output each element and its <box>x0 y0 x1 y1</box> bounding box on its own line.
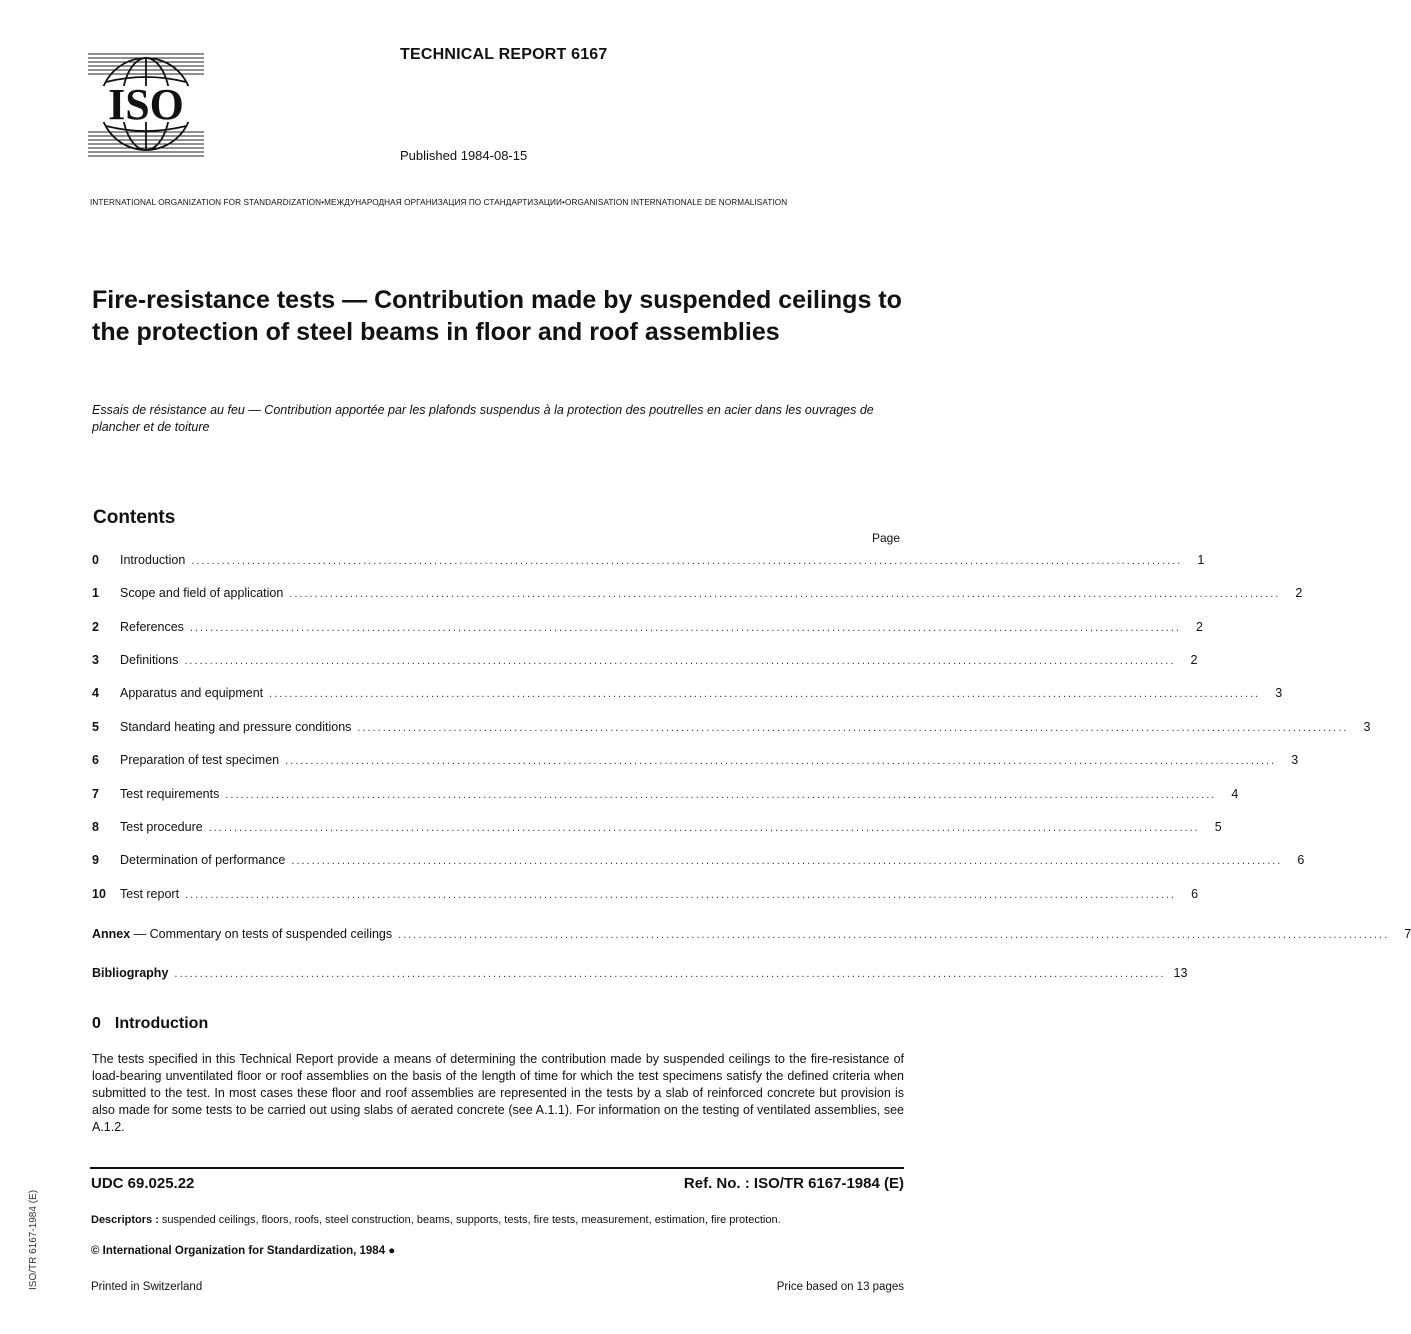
toc-page: 2 <box>1196 620 1203 634</box>
toc-page: 7 <box>1404 927 1411 941</box>
reference-number: Ref. No. : ISO/TR 6167-1984 (E) <box>683 1175 904 1192</box>
toc-page: 5 <box>1214 820 1222 834</box>
french-title: Essais de résistance au feu — Contribution apportée par les plafonds suspendus à la protection des poutrelles en acier dans les ouvrages de plancher et de toiture <box>92 403 874 434</box>
toc-leader: .................................................................................................................................................................................................... <box>225 789 1217 801</box>
page-column-label: Page <box>872 531 901 545</box>
toc-number: 4 <box>92 686 99 700</box>
toc-label: Definitions <box>120 653 179 667</box>
toc-number: 8 <box>92 820 99 834</box>
document-title: Fire-resistance tests — Contribution made by suspended ceilings to the protection of steel beams in floor and roof assemblies <box>92 286 902 346</box>
toc-annex-entry[interactable] <box>92 927 1411 947</box>
toc-page: 3 <box>1363 720 1371 734</box>
toc-leader: .................................................................................................................................................................................................... <box>357 722 1349 734</box>
toc-number: 6 <box>92 753 99 767</box>
toc-page: 4 <box>1231 787 1239 801</box>
organization-line: INTERNATIONAL ORGANIZATION FOR STANDARDIZATION•МЕЖДУНАРОДНАЯ ОРГАНИЗАЦИЯ ПО СТАНДАРТИЗАЦИИ•ORGANISATION INTERNATIONALE DE NORMALISATION <box>90 198 788 207</box>
toc-entry[interactable] <box>92 887 1199 907</box>
introduction-body: The tests specified in this Technical Report provide a means of determining the contribution made by suspended ceilings to the fire-resistance of load-bearing unventilated floor or roof assemblies on the basis of the length of time for which the test specimens satisfy the defined criteria when submitted to the test. In most cases these floor and roof assemblies are represented in the tests by a slab of reinforced concrete but provision is also made for some tests to be carried out using slabs of aerated concrete (see A.1.1). For information on the testing of ventilated assemblies, see A.1.2. <box>92 1052 904 1134</box>
toc-entry[interactable] <box>92 853 1305 873</box>
toc-page: 2 <box>1295 586 1303 600</box>
copyright-notice: © International Organization for Standardization, 1984 ● <box>91 1245 396 1257</box>
introduction-heading <box>92 1015 222 1033</box>
descriptors-label: Descriptors : <box>91 1214 159 1226</box>
introduction-title: Introduction <box>114 1015 209 1032</box>
contents-heading: Contents <box>93 507 176 528</box>
toc-number: 2 <box>92 620 99 634</box>
toc-leader: .................................................................................................................................................................................................... <box>398 929 1390 941</box>
published-date: Published 1984-08-15 <box>400 148 528 163</box>
toc-label: Introduction <box>120 553 186 567</box>
toc-leader: .................................................................................................................................................................................................... <box>184 655 1176 667</box>
toc-leader: .................................................................................................................................................................................................... <box>285 755 1277 767</box>
toc-page: 3 <box>1291 753 1299 767</box>
toc-leader: .................................................................................................................................................................................................... <box>174 968 1166 980</box>
toc-page: 3 <box>1275 686 1283 700</box>
toc-entry[interactable] <box>92 686 1283 706</box>
toc-page: 2 <box>1190 653 1198 667</box>
toc-leader: .................................................................................................................................................................................................... <box>185 889 1177 901</box>
toc-entry[interactable] <box>92 653 1198 673</box>
toc-leader: .................................................................................................................................................................................................... <box>191 555 1183 567</box>
toc-entry[interactable] <box>92 820 1222 840</box>
toc-label: Test procedure <box>120 820 203 834</box>
toc-leader: .................................................................................................................................................................................................... <box>189 622 1181 634</box>
toc-label: Scope and field of application <box>120 586 284 600</box>
footer-divider <box>90 1167 904 1169</box>
toc-number: 7 <box>92 787 99 801</box>
introduction-number: 0 <box>92 1015 101 1032</box>
toc-label: Test requirements <box>120 787 220 801</box>
descriptors <box>91 1214 781 1226</box>
toc-label: Apparatus and equipment <box>120 686 264 700</box>
toc-page: 13 <box>1173 966 1188 980</box>
toc-entry[interactable] <box>92 720 1371 740</box>
toc-page: 1 <box>1197 553 1205 567</box>
toc-entry[interactable] <box>92 553 1205 573</box>
toc-number: 1 <box>92 586 99 600</box>
toc-entry[interactable] <box>92 753 1299 773</box>
toc-number: 9 <box>92 853 99 867</box>
toc-number: 5 <box>92 720 99 734</box>
toc-leader: .................................................................................................................................................................................................... <box>291 855 1283 867</box>
toc-label: References <box>120 620 184 634</box>
toc-entry[interactable] <box>92 787 1239 807</box>
price-note: Price based on 13 pages <box>776 1281 904 1293</box>
toc-bibliography-entry[interactable] <box>92 966 1188 986</box>
toc-number: 10 <box>92 887 106 901</box>
toc-page: 6 <box>1297 853 1305 867</box>
toc-label: Test report <box>120 887 180 901</box>
descriptors-text: suspended ceilings, floors, roofs, steel construction, beams, supports, tests, fire tests, measurement, estimation, fire protection. <box>158 1214 781 1226</box>
toc-number: 3 <box>92 653 99 667</box>
toc-page: 6 <box>1191 887 1199 901</box>
toc-label: Standard heating and pressure conditions <box>120 720 352 734</box>
toc-label: Determination of performance <box>120 853 286 867</box>
bibliography-label: Bibliography <box>92 966 169 980</box>
iso-logo-text: ISO <box>108 80 184 129</box>
iso-logo <box>88 48 204 160</box>
toc-entry[interactable] <box>92 586 1303 606</box>
annex-prefix: Annex <box>92 927 131 941</box>
toc-leader: .................................................................................................................................................................................................... <box>269 688 1261 700</box>
toc-leader: .................................................................................................................................................................................................... <box>289 588 1281 600</box>
toc-number: 0 <box>92 553 99 567</box>
toc-leader: .................................................................................................................................................................................................... <box>208 822 1200 834</box>
side-document-code: ISO/TR 6167-1984 (E) <box>28 1189 39 1290</box>
udc-code: UDC 69.025.22 <box>91 1175 195 1192</box>
toc-label: Preparation of test specimen <box>120 753 280 767</box>
annex-label: — Commentary on tests of suspended ceilings <box>130 927 393 941</box>
toc-entry[interactable] <box>92 620 1203 640</box>
printed-in: Printed in Switzerland <box>91 1281 203 1293</box>
report-title: TECHNICAL REPORT 6167 <box>400 46 608 63</box>
